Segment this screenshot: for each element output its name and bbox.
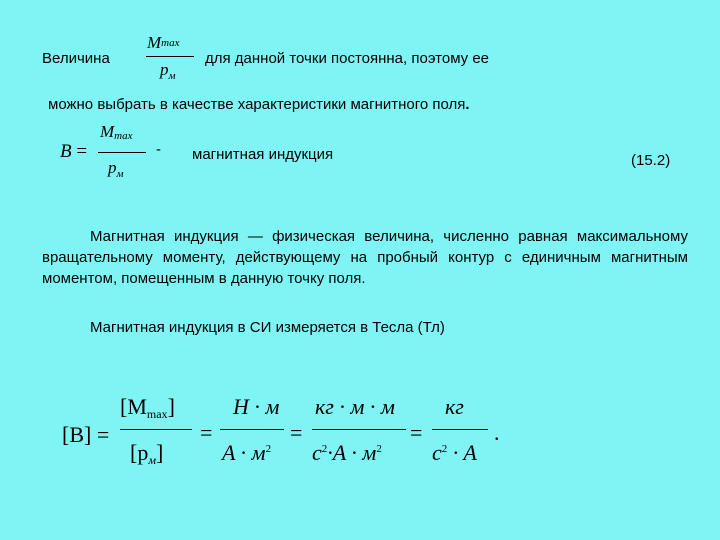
formula-frac-bar <box>98 152 146 153</box>
unit-eq-4: = <box>410 420 423 445</box>
definition-paragraph: Магнитная индукция — физическая величина, численно равная максимальному вращательному моменту, действующему на пробный контур с единичным магнитным моментом, помещенным в данную точку поля. <box>42 228 688 287</box>
unit-lhs: [B] = <box>62 422 110 447</box>
unit-frac2-numerator: H · м <box>233 394 280 419</box>
units-sentence: Магнитная индукция в СИ измеряется в Тесла (Тл) <box>90 319 445 336</box>
line1-prefix: Величина <box>42 50 110 67</box>
unit-eq-3: = <box>290 420 303 445</box>
unit-frac4-bar <box>432 429 488 430</box>
line1-frac-numerator: Mmax <box>147 33 180 52</box>
unit-frac2-denominator: $A \cdot м^2$ <box>222 440 272 465</box>
formula-dash: - <box>156 141 161 158</box>
unit-frac3-numerator: кг · м · м <box>315 394 395 419</box>
unit-frac3-denominator: $c^2\cdot A \cdot м^2$ <box>312 440 382 465</box>
unit-frac1-numerator: [Mmax] <box>120 394 175 421</box>
line1-frac-denominator: $p_м$ <box>160 60 176 82</box>
line1-suffix: для данной точки постоянна, поэтому ее <box>205 50 490 67</box>
unit-frac2-bar <box>220 429 284 430</box>
unit-frac4-numerator: кг <box>445 394 464 419</box>
line2-text: можно выбрать в качестве характеристики магнитного поля. <box>48 96 470 113</box>
line1-frac-bar <box>146 56 194 57</box>
unit-frac3-bar <box>312 429 406 430</box>
unit-end-period: . <box>494 420 500 445</box>
formula-B: B = <box>60 141 88 162</box>
unit-frac4-denominator: $c^2 \cdot A$ <box>432 440 477 465</box>
formula-denominator: $p_м$ <box>108 158 124 180</box>
formula-numerator: Mmax <box>100 122 133 142</box>
unit-frac1-bar <box>120 429 192 430</box>
unit-eq-2: = <box>200 420 213 445</box>
unit-frac1-denominator: [pм] <box>130 440 164 467</box>
formula-description: магнитная индукция <box>192 146 334 163</box>
formula-number: (15.2) <box>631 152 671 169</box>
